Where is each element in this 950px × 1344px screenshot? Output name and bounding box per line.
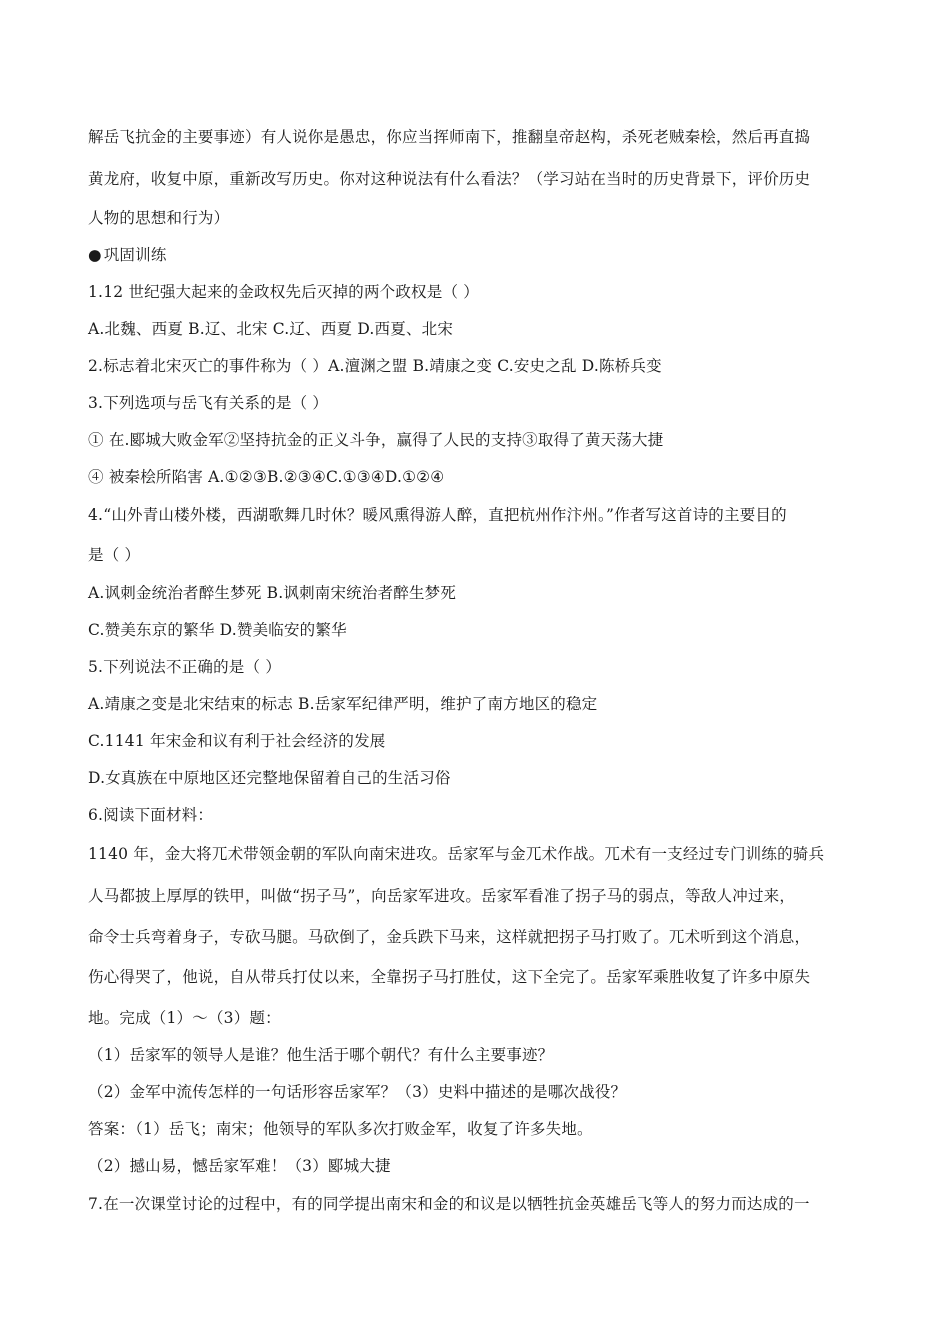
question-5: 5.下列说法不正确的是（ ） [88,658,282,676]
material-line: 地。完成（1）～（3）题： [88,1009,281,1027]
question-1: 1.12 世纪强大起来的金政权先后灭掉的两个政权是（ ） [88,283,479,301]
material-line: 命令士兵弯着身子，专砍马腿。马砍倒了，金兵跌下马来，这样就把拐子马打败了。兀术听到这个消息， [88,928,811,946]
sub-question-2-3: （2）金军中流传怎样的一句话形容岳家军？（3）史料中描述的是哪次战役？ [88,1083,627,1101]
question-3: 3.下列选项与岳飞有关系的是（ ） [88,394,329,412]
question-4-cont: 是（ ） [88,546,141,564]
question-3-items: ① 在.郾城大败金军②坚持抗金的正义斗争，赢得了人民的支持③取得了黄天荡大捷 [88,431,664,449]
answer-line: （2）撼山易，憾岳家军难！（3）郾城大捷 [88,1157,391,1175]
question-4-options: C.赞美东京的繁华 D.赞美临安的繁华 [88,621,347,639]
section-heading-label: 巩固训练 [103,246,167,264]
material-line: 人马都披上厚厚的铁甲，叫做“拐子马”，向岳家军进攻。岳家军看准了拐子马的弱点，等敌人冲过来， [88,887,796,905]
sub-question-1: （1）岳家军的领导人是谁？他生活于哪个朝代？有什么主要事迹？ [88,1046,554,1064]
question-3-options: ④ 被秦桧所陷害 A.①②③B.②③④C.①③④D.①②④ [88,468,445,486]
question-7: 7.在一次课堂讨论的过程中，有的同学提出南宋和金的和议是以牺牲抗金英雄岳飞等人的努力而达成的一 [88,1195,810,1213]
question-5-option-c: C.1141 年宋金和议有利于社会经济的发展 [88,732,386,750]
question-5-option-a: A.靖康之变是北宋结束的标志 B.岳家军纪律严明，维护了南方地区的稳定 [88,695,598,713]
question-1-options: A.北魏、西夏 B.辽、北宋 C.辽、西夏 D.西夏、北宋 [88,320,454,338]
question-5-option-d: D.女真族在中原地区还完整地保留着自己的生活习俗 [88,769,451,787]
question-6: 6.阅读下面材料： [88,806,214,824]
question-2: 2.标志着北宋灭亡的事件称为（ ）A.澶渊之盟 B.靖康之变 C.安史之乱 D.陈桥兵变 [88,357,662,375]
text-line: 人物的思想和行为） [88,209,230,227]
text-line: 黄龙府，收复中原，重新改写历史。你对这种说法有什么看法？（学习站在当时的历史背景下，评价历史 [88,170,811,188]
question-4-options: A.讽刺金统治者醉生梦死 B.讽刺南宋统治者醉生梦死 [88,584,457,602]
text-line: 解岳飞抗金的主要事迹）有人说你是愚忠，你应当挥师南下，推翻皇帝赵构，杀死老贼秦桧，然后再直捣 [88,128,811,146]
material-line: 伤心得哭了，他说，自从带兵打仗以来，全靠拐子马打胜仗，这下全完了。岳家军乘胜收复了许多中原失 [88,968,811,986]
section-heading [88,245,167,265]
material-line: 1140 年，金大将兀术带领金朝的军队向南宋进攻。岳家军与金兀术作战。兀术有一支经过专门训练的骑兵 [88,845,825,863]
question-4: 4.“山外青山楼外楼，西湖歌舞几时休？暖风熏得游人醉，直把杭州作汴州。”作者写这首诗的主要目的 [88,506,787,524]
answer-line: 答案：（1）岳飞；南宋；他领导的军队多次打败金军，收复了许多失地。 [88,1120,593,1138]
bullet-icon: ● [88,246,102,264]
